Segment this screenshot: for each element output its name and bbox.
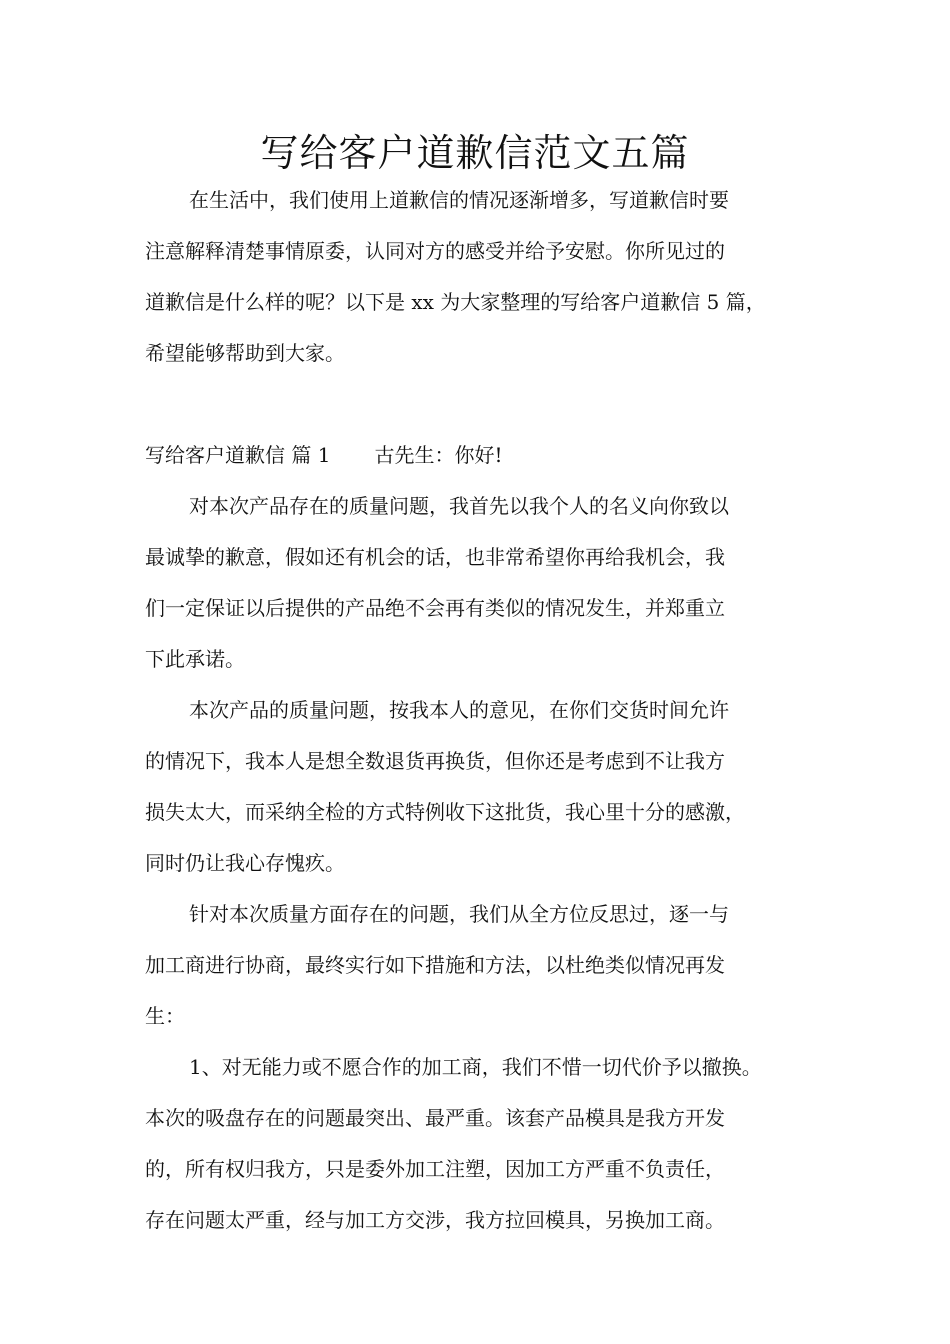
paragraph-line: 的，所有权归我方，只是委外加工注塑，因加工方严重不负责任， — [145, 1157, 725, 1181]
paragraph-line: 损失太大，而采纳全检的方式特例收下这批货，我心里十分的感激， — [145, 800, 745, 824]
paragraph-line: 们一定保证以后提供的产品绝不会再有类似的情况发生，并郑重立 — [145, 596, 725, 620]
paragraph-line: 加工商进行协商，最终实行如下措施和方法，以杜绝类似情况再发 — [145, 953, 725, 977]
paragraph-line: 在生活中，我们使用上道歉信的情况逐渐增多，写道歉信时要 — [189, 188, 729, 212]
paragraph-line: 本次产品的质量问题，按我本人的意见，在你们交货时间允许 — [189, 698, 729, 722]
paragraph-line: 注意解释清楚事情原委，认同对方的感受并给予安慰。你所见过的 — [145, 239, 725, 263]
paragraph-line: 最诚挚的歉意，假如还有机会的话，也非常希望你再给我机会，我 — [145, 545, 725, 569]
paragraph-line: 本次的吸盘存在的问题最突出、最严重。该套产品模具是我方开发 — [145, 1106, 725, 1130]
document-body — [145, 178, 835, 1249]
section-heading: 写给客户道歉信 篇 1 — [145, 443, 331, 467]
paragraph-line: 生： — [145, 1004, 185, 1028]
paragraph-line: 对本次产品存在的质量问题，我首先以我个人的名义向你致以 — [189, 494, 729, 518]
salutation: 古先生：你好! — [374, 443, 503, 467]
paragraph-line: 下此承诺。 — [145, 647, 245, 671]
paragraph-line: 存在问题太严重，经与加工方交涉，我方拉回模具，另换加工商。 — [145, 1208, 725, 1232]
blank-line — [145, 382, 835, 426]
paragraph-line: 1、对无能力或不愿合作的加工商，我们不惜一切代价予以撤换。 — [189, 1055, 762, 1079]
page-title: 写给客户道歉信范文五篇 — [260, 131, 690, 175]
paragraph-line: 针对本次质量方面存在的问题，我们从全方位反思过，逐一与 — [189, 902, 729, 926]
paragraph-line: 希望能够帮助到大家。 — [145, 341, 345, 365]
section-heading-line — [145, 433, 835, 477]
paragraph-line: 同时仍让我心存愧疚。 — [145, 851, 345, 875]
paragraph-line: 道歉信是什么样的呢？以下是 xx 为大家整理的写给客户道歉信 5 篇， — [145, 290, 766, 314]
paragraph-line: 的情况下，我本人是想全数退货再换货，但你还是考虑到不让我方 — [145, 749, 725, 773]
